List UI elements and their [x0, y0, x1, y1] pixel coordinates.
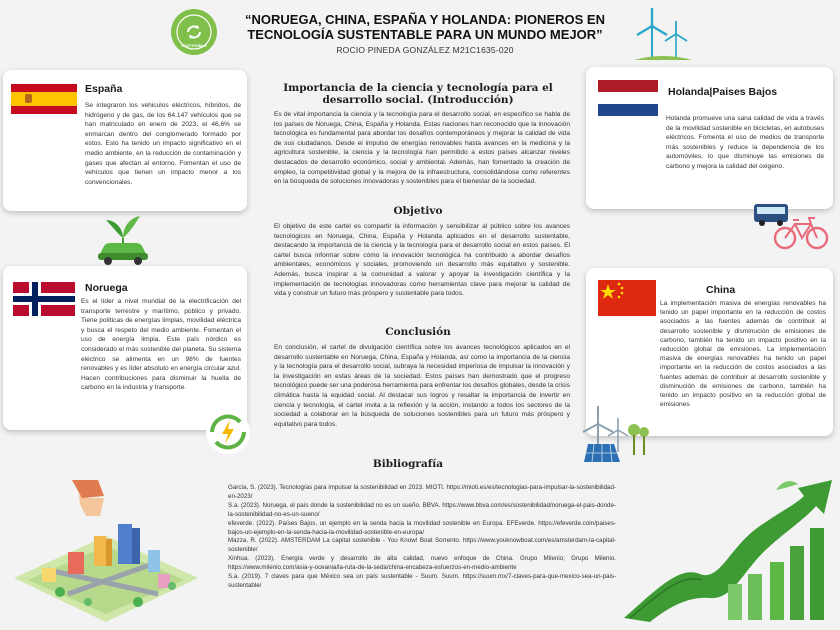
- objective-title: Objetivo: [393, 205, 443, 217]
- norway-flag: [13, 282, 75, 316]
- bibliography-entry: García, S. (2023). Tecnologías para impulsar la sostenibilidad en 2023. MIOTI. https://mioti.es/es/tecnologias-para-impulsar-la-sostenibilidad-en-2023/: [228, 484, 616, 500]
- spain-title: España: [85, 83, 123, 95]
- bibliography-entry: Mazza, R. (2022). AMSTERDAM La capital sostenible - You Know! Boat Sorrento. https://www.youknowboat.com/es/amsterdam-la-capital-sostenible/: [228, 537, 616, 554]
- intro-text: Es de vital importancia la ciencia y la tecnología para el desarrollo social, en específico se habla de los países de Noruega, China, España y Holanda. Estas naciones han reconocido que la innovación tecnológica es fundamental para abordar los desafíos contemporáneos y mejorar la calidad de vida de sus ciudadanos. Desde el impulso de energías renovables hasta avances en la medicina y la agricultura sostenible, la ciencia y la tecnología han permitido a estos países alcanzar niveles destacados de desarrollo económico, social y ambiental. Además, han fomentado la creación de empleo, la competitividad global y la mejora de la infraestructura, consolidándose como referentes en la búsqueda de soluciones innovadoras y sostenibles para el bienestar de la sociedad.: [274, 111, 570, 186]
- bicycle-icon: [772, 212, 830, 252]
- china-title: China: [706, 284, 736, 296]
- spain-card: [3, 70, 247, 211]
- norway-title: Noruega: [85, 282, 128, 294]
- netherlands-title: Holanda|Paises Bajos: [668, 86, 778, 98]
- netherlands-card: [586, 67, 833, 209]
- sustainable-logo: [170, 8, 218, 56]
- conclusion-text: En conclusión, el cartel de divulgación científica sobre los avances tecnológicos aplicados en el desarrollo sustentable en Noruega, China, España y Holanda, así como la importancia de la ciencia y la tecnología para el desarrollo social, subraya la necesidad imperiosa de impulsar la innovación y la investigación en estas áreas de la sociedad. Estos países han demostrado que el progreso tecnológico puede ser una poderosa herramienta para enfrentar los desafíos globales, desde la crisis climática hasta la equidad social. Al destacar sus logros y resaltar la importancia de invertir en ciencia y tecnología, el cartel invita a la reflexión y la acción, instando a todos los sectores de la sociedad a colaborar en la búsqueda de soluciones sostenibles para un futuro más próspero y equitativo para todos.: [274, 344, 570, 428]
- norway-card: [3, 266, 247, 430]
- smart-city-icon: [8, 476, 204, 626]
- bibliography-entry: efeverde. (2022). Países Bajos, un ejemplo en la senda hacia la movilidad sostenible en Europa. EFEverde. https://efeverde.com/paises-bajos-un-ejemplo-en-la-senda-hacia-la-movilidad-sostenible-en-europa/: [228, 519, 616, 536]
- spain-flag: [11, 84, 77, 114]
- wind-turbine-icon: [632, 4, 694, 62]
- norway-text: Es el líder a nivel mundial de la electrificación del transporte terrestre y marítimo, público y privado. Tiene políticas de energías limpias, movilidad eléctrica y busca el respeto del medio ambiente. Fomentan el uso de energía limpia. Este país nórdico es considerado el más sostenible del planeta. Su sistema eléctrico se alimenta en un 98% de fuentes renovables y es líder absoluto en energía circular azul. Hacen contribuciones para disminuir la huella de carbono en la industria y transporte.: [81, 298, 241, 392]
- netherlands-flag: [598, 80, 658, 116]
- intro-title: Importancia de la ciencia y tecnología para el desarrollo social. (Introducción): [283, 82, 553, 106]
- eco-energy-icon: [204, 408, 252, 456]
- bibliography-entry: S.a. (2019). 7 claves para que México sea un país sustentable - Suum. Suum. https://suum.mx/7-claves-para-que-mexico-sea-un-pais-sustentable/: [228, 573, 616, 589]
- recycle-logo-icon: [170, 8, 218, 56]
- bibliography-entry: S.a. (2023). Noruega, el país donde la sostenibilidad no es un sueño. BBVA. https://www.bbva.com/es/sostenibilidad/noruega-el-pais-donde-la-sostenibilidad-no-es-un-sueno/: [228, 501, 616, 518]
- netherlands-text: Holanda promueve una sana calidad de vida a través de la movilidad sostenible en bicicletas, en autobuses eléctricos. Fomenta el uso de medios de transporte más sostenibles y reduce la dependencia de los automóviles, lo que disminuye las emisiones de carbono y mejora la calidad del oxigeno.: [666, 115, 824, 170]
- author-line: ROCIO PINEDA GONZÁLEZ M21C1635-020: [336, 45, 514, 55]
- logo-text: SOSTENIBLE: [181, 43, 207, 48]
- bibliography-list: [228, 484, 616, 591]
- spain-text: Se integraron los vehiculos eléctricos, híbridos, de hidrógeno y de gas, de los 64.147 vehículos que se han matriculado en enero de 2023, el 46,6% se enmarcan dentro del conglomerado formado por estos. Esto ha tenido un impacto significativo en el medio ambiente, en la reducción de contaminación y gases que afectan al entorno. Fomentan el uso de vehículos que tienen un impacto menor a los convencionales.: [85, 102, 241, 186]
- china-text: La implementación masiva de energías renovables ha tenido un papel importante en la reducción de costos asociados a las fuentes además de contribuir al desarrollo sostenible y disminución de emisiones de carbono, también ha tenido un impacto positivo en la reducción global de emisiones. La implementación masiva de energías renovables ha tenido un papel importante en la reducción de costos asociados a las fuentes además de contribuir al desarrollo sostenible y disminución de emisiones de carbono, también ha tenido un impacto positivo en la reducción global de emisiones: [660, 300, 826, 409]
- bibliography-entry: Xinhua. (2023). Energía verde y desarrollo de alta calidad, nuevo enfoque de China. Grupo Milenio; Grupo Milenio. https://www.milenio.com/asia-y-oceania/la-ruta-de-la-seda/china-encabeza-esfuerzos-en-medio-ambiente: [228, 555, 616, 572]
- renewable-energy-icon: [574, 402, 654, 468]
- electric-car-icon: [92, 208, 154, 266]
- china-flag: [598, 280, 656, 316]
- bibliography-title: Bibliografía: [372, 458, 444, 470]
- china-stars-icon: [598, 280, 656, 316]
- objective-text: El objetivo de este cartel es compartir la información y sensibilizar al público sobre los avances tecnológicos en Noruega, China, España y Holanda aplicados en el desarrollo sustentable, destacando la importancia de la ciencia y la tecnología para el desarrollo social en estos países. El cartel busca informar sobre cómo la innovación tecnológica ha contribuido a abordar desafíos ambientales, económicos y sociales, promoviendo un desarrollo más equitativo y sostenible. Además, busca inspirar a la comunidad a valorar y apoyar la investigación científica y la implementación de tecnologías innovadoras como herramientas clave para mejorar la calidad de vida y construir un futuro más próspero y sustentable para todos.: [274, 223, 570, 298]
- growth-arrow-icon: [620, 466, 836, 626]
- poster-title: “NORUEGA, CHINA, ESPAÑA Y HOLANDA: PIONEROS EN TECNOLOGÍA SUSTENTABLE PARA UN MUNDO MEJOR”: [245, 12, 605, 42]
- conclusion-title: Conclusión: [385, 326, 451, 338]
